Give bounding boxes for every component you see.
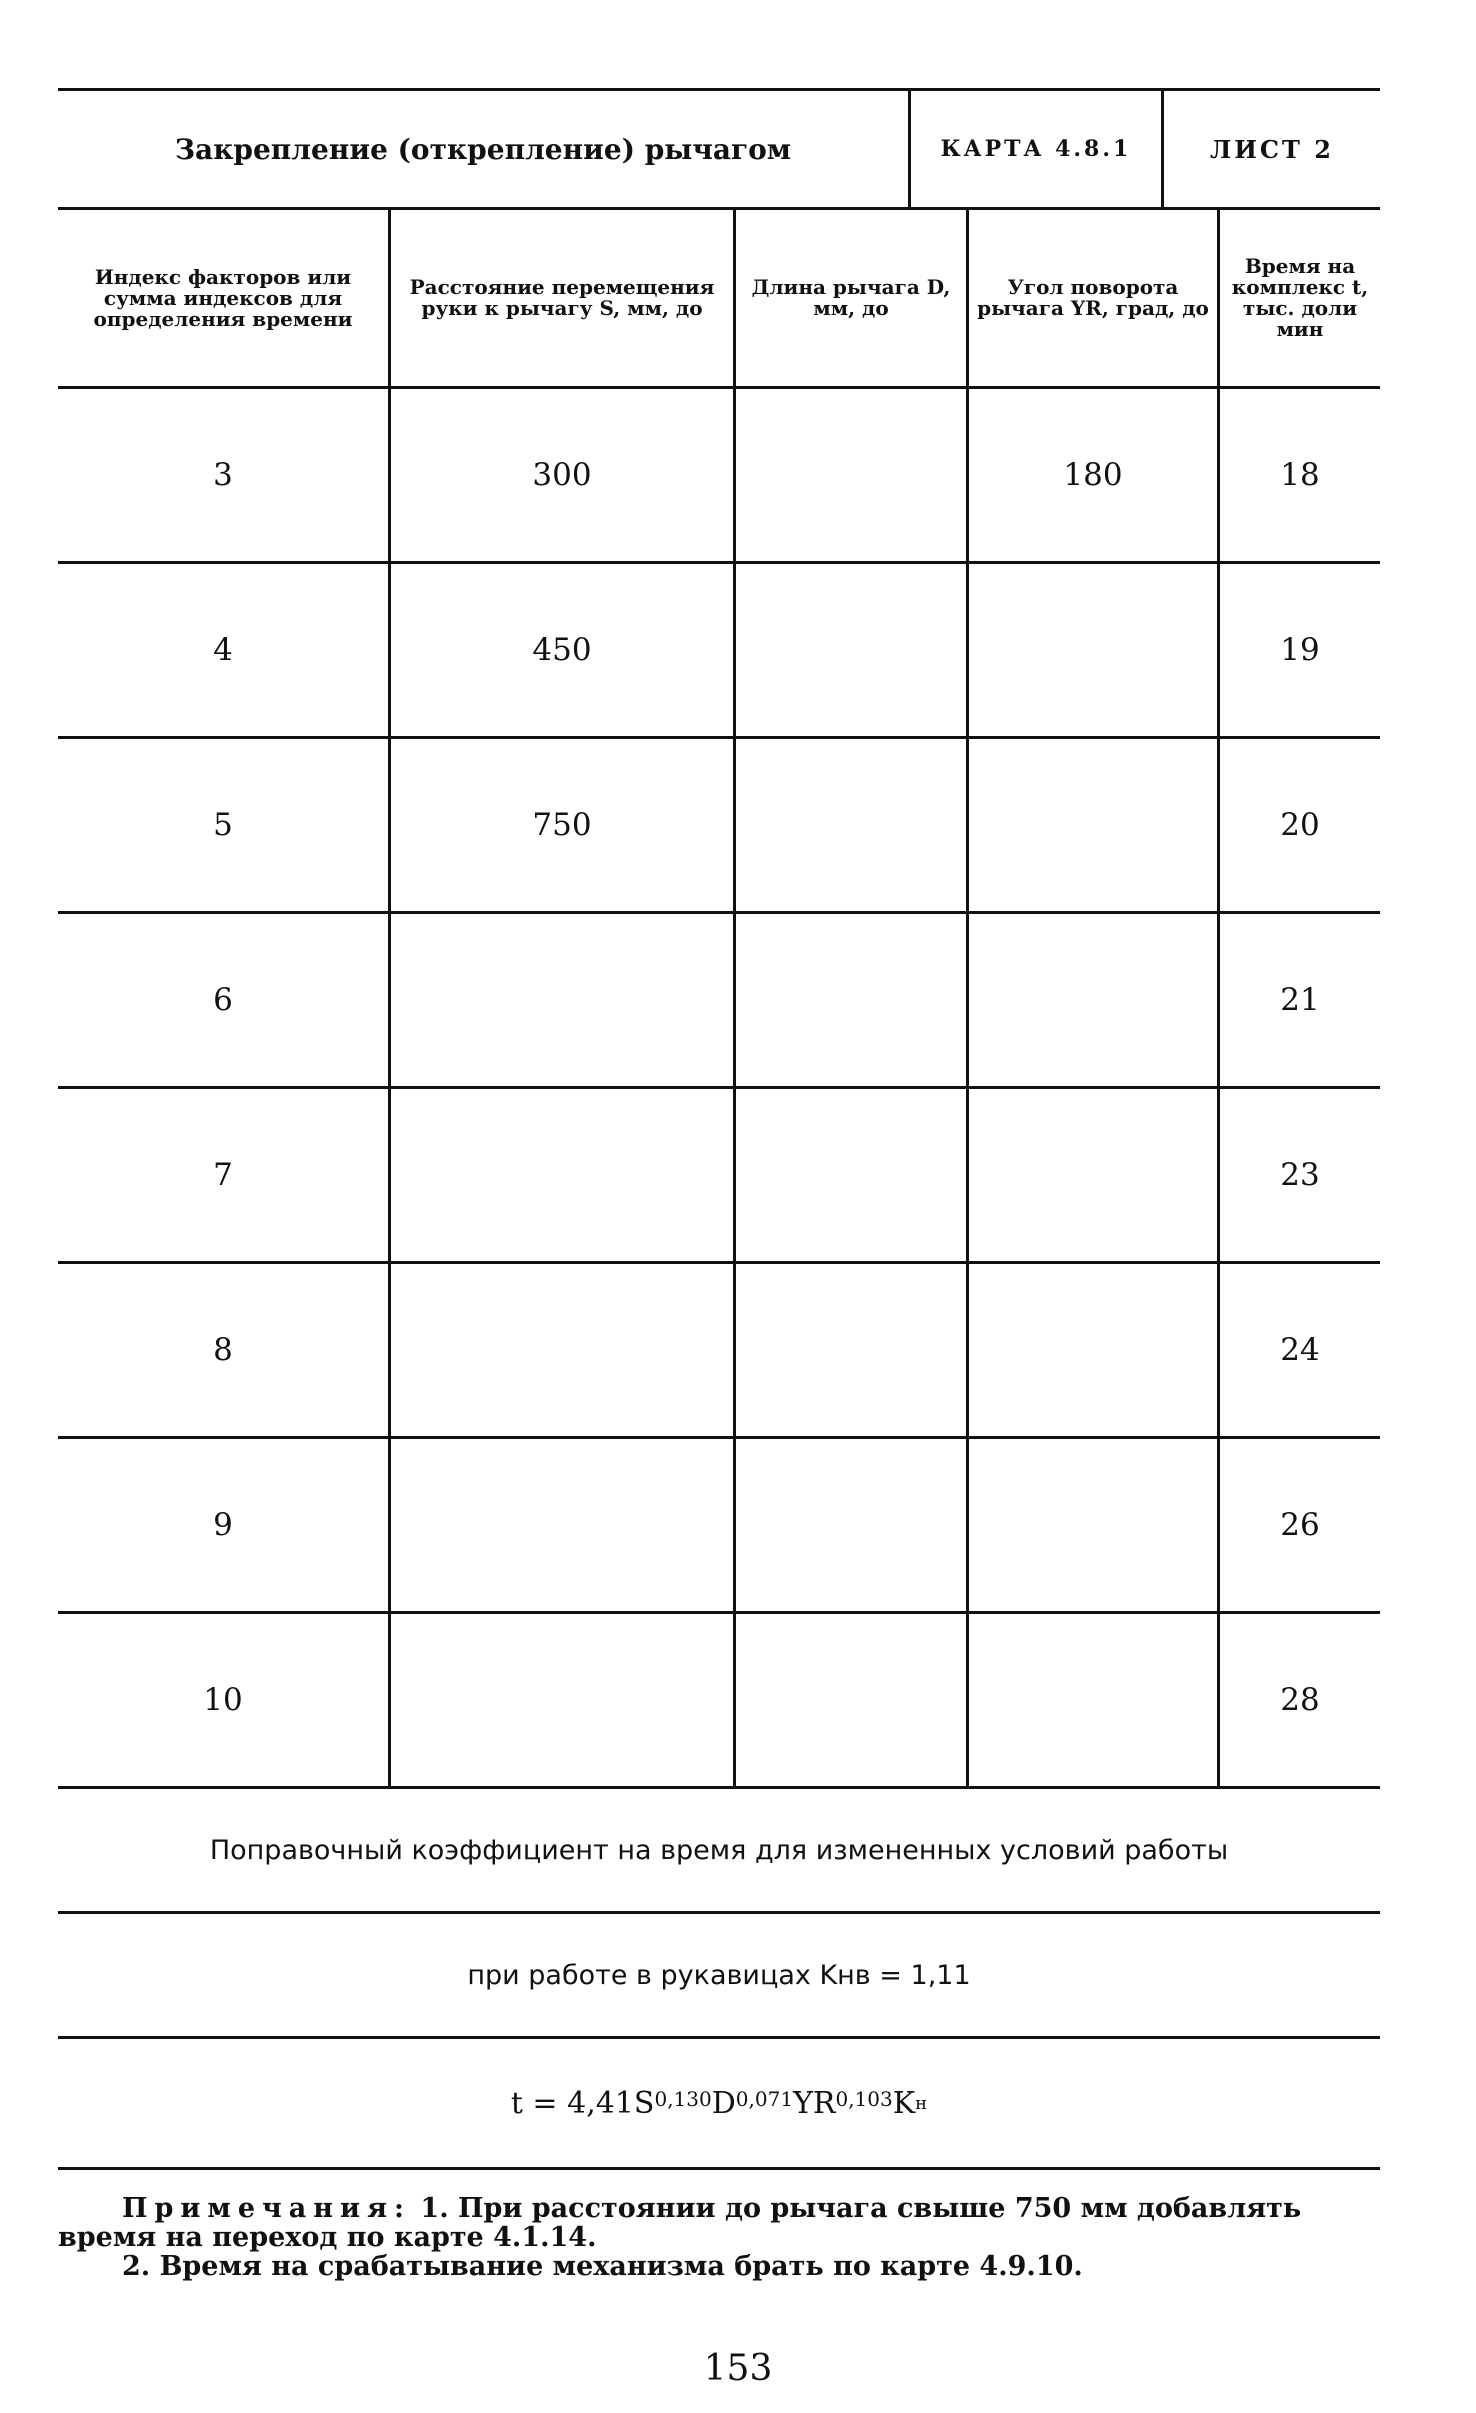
table-row	[58, 738, 1380, 913]
cell-time: 19	[1219, 563, 1381, 738]
cell-length	[735, 1613, 968, 1788]
cell-index: 10	[58, 1613, 390, 1788]
formula-s-exp: 0,130	[654, 2087, 712, 2111]
cell-time: 24	[1219, 1263, 1381, 1438]
cell-angle	[968, 913, 1219, 1088]
cell-length	[735, 1088, 968, 1263]
table-row	[58, 1438, 1380, 1613]
cell-time: 28	[1219, 1613, 1381, 1788]
table-row	[58, 1613, 1380, 1788]
cell-distance: 450	[390, 563, 735, 738]
page	[58, 88, 1380, 2281]
cell-time: 21	[1219, 913, 1381, 1088]
formula-d: D	[711, 2085, 736, 2121]
cell-angle	[968, 1088, 1219, 1263]
formula-k-sub: н	[915, 2092, 928, 2114]
page-number: 153	[703, 2348, 773, 2389]
table-row	[58, 563, 1380, 738]
cell-distance	[390, 1613, 735, 1788]
card-title: Закрепление (открепление) рычагом	[174, 132, 792, 166]
notes-label: Примечания:	[122, 2193, 411, 2224]
cell-index: 5	[58, 738, 390, 913]
correction-gloves: при работе в рукавицах Kнв = 1,11	[58, 1914, 1380, 2039]
formula-k: K	[892, 2085, 916, 2121]
note-1	[58, 2194, 1380, 2252]
cell-length	[735, 388, 968, 563]
cell-length	[735, 1263, 968, 1438]
cell-angle	[968, 1263, 1219, 1438]
col-distance: Расстояние перемещения руки к рычагу S, мм, до	[390, 210, 735, 388]
cell-angle	[968, 1438, 1219, 1613]
cell-index: 4	[58, 563, 390, 738]
cell-angle	[968, 1613, 1219, 1788]
formula-lhs: t = 4,41S	[510, 2085, 655, 2121]
cell-time: 26	[1219, 1438, 1381, 1613]
cell-length	[735, 738, 968, 913]
cell-angle: 180	[968, 388, 1219, 563]
note-1-text: 1. При расстоянии до рычага свыше 750 мм добавлять время на переход по карте 4.1.14.	[58, 2193, 1302, 2254]
cell-length	[735, 563, 968, 738]
table-row	[58, 388, 1380, 563]
cell-distance: 750	[390, 738, 735, 913]
notes	[58, 2194, 1380, 2281]
cell-distance: 300	[390, 388, 735, 563]
cell-distance	[390, 1088, 735, 1263]
card-header	[58, 91, 1380, 207]
cell-angle	[968, 563, 1219, 738]
cell-index: 9	[58, 1438, 390, 1613]
col-lever-length: Длина рычага D, мм, до	[735, 210, 968, 388]
time-formula	[58, 2039, 1380, 2170]
note-2: 2. Время на срабатывание механизма брать по карте 4.9.10.	[122, 2251, 1083, 2283]
formula-yr-exp: 0,103	[835, 2087, 893, 2111]
cell-distance	[390, 1438, 735, 1613]
cell-index: 3	[58, 388, 390, 563]
col-rotation-angle: Угол поворота рычага YR, град, до	[968, 210, 1219, 388]
table-row	[58, 1263, 1380, 1438]
column-header-row	[58, 210, 1380, 388]
cell-index: 8	[58, 1263, 390, 1438]
cell-distance	[390, 913, 735, 1088]
cell-length	[735, 913, 968, 1088]
cell-distance	[390, 1263, 735, 1438]
cell-angle	[968, 738, 1219, 913]
cell-time: 18	[1219, 388, 1381, 563]
cell-index: 6	[58, 913, 390, 1088]
table-row	[58, 913, 1380, 1088]
cell-index: 7	[58, 1088, 390, 1263]
cell-time: 20	[1219, 738, 1381, 913]
col-time: Время на комплекс t, тыс. доли мин	[1219, 210, 1381, 388]
card-number: КАРТА 4.8.1	[908, 91, 1161, 207]
formula-yr: YR	[793, 2085, 836, 2121]
table-row	[58, 1088, 1380, 1263]
col-index: Индекс факторов или сумма индексов для определения времени	[58, 210, 390, 388]
cell-length	[735, 1438, 968, 1613]
cell-time: 23	[1219, 1088, 1381, 1263]
time-table	[58, 210, 1380, 1789]
formula-d-exp: 0,071	[735, 2087, 794, 2111]
sheet-number: ЛИСТ 2	[1161, 91, 1380, 207]
correction-title: Поправочный коэффициент на время для измененных условий работы	[58, 1789, 1380, 1914]
